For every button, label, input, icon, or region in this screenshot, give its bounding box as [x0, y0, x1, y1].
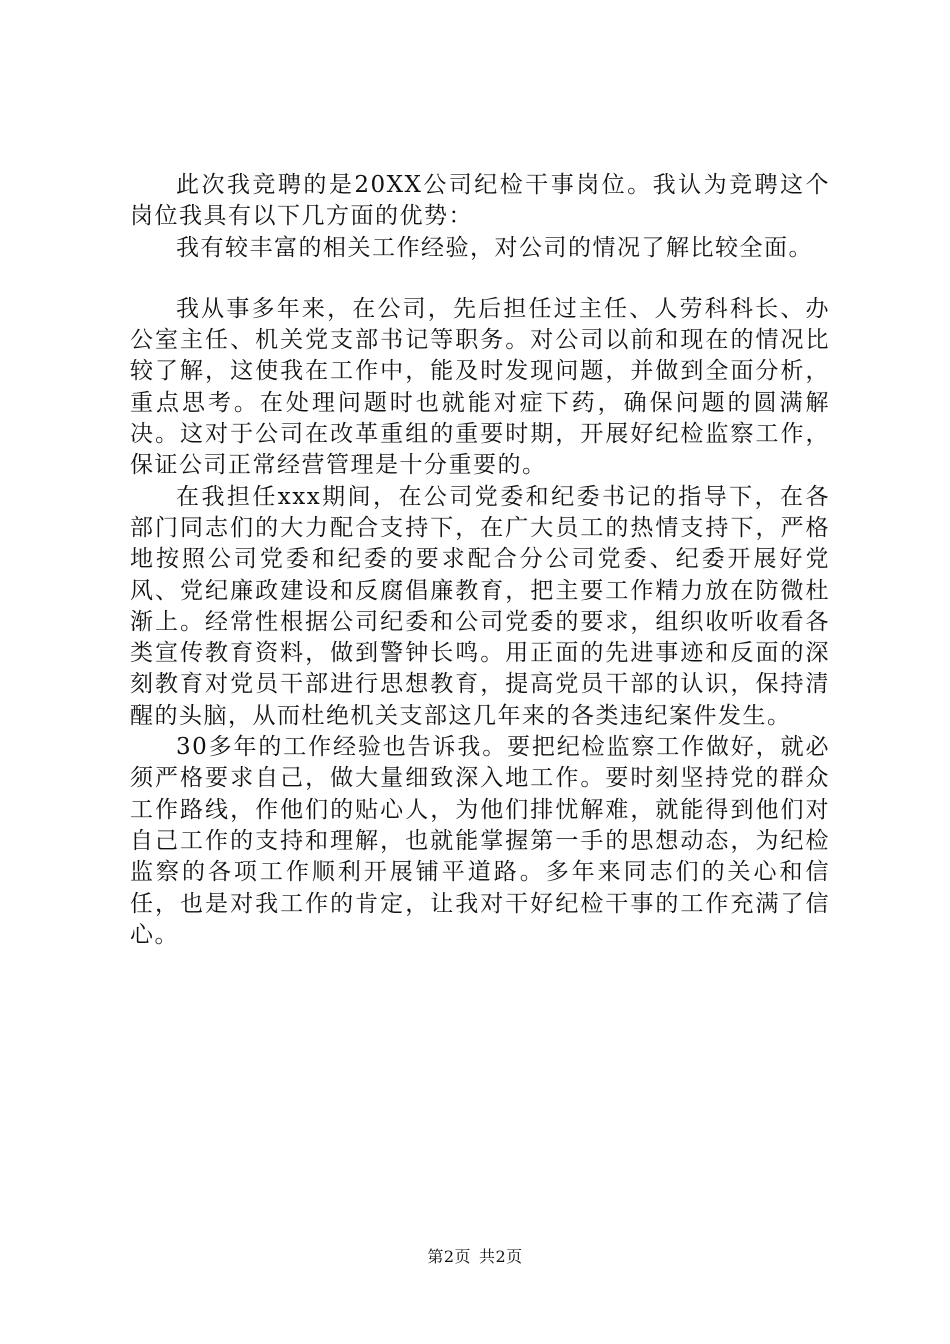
document-body: [130, 170, 830, 951]
paragraph-intro: 此次我竞聘的是20XX公司纪检干事岗位。我认为竞聘这个岗位我具有以下几方面的优势：: [130, 172, 830, 230]
paragraph-work-history: 我从事多年来，在公司，先后担任过主任、人劳科科长、办公室主任、机关党支部书记等职务。对公司以前和现在的情况比较了解，这使我在工作中，能及时发现问题，并做到全面分析，重点思考。在处理问题时也就能对症下药，确保问题的圆满解决。这对于公司在改革重组的重要时期，开展好纪检监察工作，保证公司正常经营管理是十分重要的。: [130, 295, 830, 479]
page-number-total: 共2页: [479, 1247, 523, 1266]
page-footer: [0, 1244, 950, 1267]
page-number-current: 第2页: [427, 1247, 471, 1266]
paragraph-experience-summary: 我有较丰富的相关工作经验，对公司的情况了解比较全面。: [176, 234, 813, 261]
paragraph-xxx-tenure: 在我担任xxx期间，在公司党委和纪委书记的指导下，在各部门同志们的大力配合支持下，在广大员工的热情支持下，严格地按照公司党委和纪委的要求配合分公司党委、纪委开展好党风、党纪廉政建设和反腐倡廉教育，把主要工作精力放在防微杜渐上。经常性根据公司纪委和公司党委的要求，组织收听收看各类宣传教育资料，做到警钟长鸣。用正面的先进事迹和反面的深刻教育对党员干部进行思想教育，提高党员干部的认识，保持清醒的头脑，从而杜绝机关支部这几年来的各类违纪案件发生。: [130, 483, 830, 729]
paragraph-thirty-years: 30多年的工作经验也告诉我。要把纪检监察工作做好，就必须严格要求自己，做大量细致深入地工作。要时刻坚持党的群众工作路线，作他们的贴心人，为他们排忧解难，就能得到他们对自己工作的支持和理解，也就能掌握第一手的思想动态，为纪检监察的各项工作顺利开展铺平道路。多年来同志们的关心和信任，也是对我工作的肯定，让我对干好纪检干事的工作充满了信心。: [130, 734, 830, 948]
